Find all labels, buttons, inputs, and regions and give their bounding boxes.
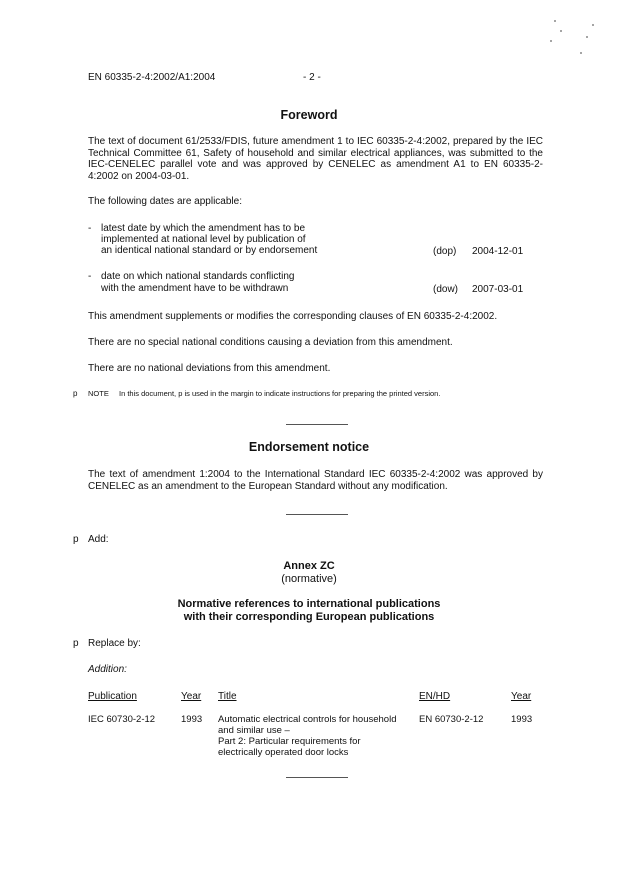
page-number: - 2 - [303, 72, 321, 83]
table-cell-title-line: Automatic electrical controls for household [218, 714, 397, 725]
note-label: NOTE [88, 389, 109, 398]
table-row [88, 714, 544, 760]
document-number: EN 60335-2-4:2002/A1:2004 [88, 72, 216, 83]
replace-instruction: Replace by: [88, 638, 141, 649]
list-bullet: - [88, 223, 92, 234]
table-cell-publication: IEC 60730-2-12 [88, 714, 156, 725]
margin-marker: p [73, 534, 79, 545]
annex-title: Annex ZC [283, 560, 335, 572]
table-header-publication: Publication [88, 691, 137, 702]
date-code: (dow) [433, 284, 459, 295]
table-cell-en-year: 1993 [511, 714, 533, 725]
table-header-title: Title [218, 691, 237, 702]
scan-speck [586, 36, 588, 38]
date-item-line: with the amendment have to be withdrawn [101, 283, 289, 294]
scan-speck [580, 52, 582, 54]
scan-speck [550, 40, 552, 42]
date-item-line: implemented at national level by publication of [101, 234, 306, 245]
table-header-en-hd: EN/HD [419, 691, 451, 702]
foreword-title: Foreword [280, 108, 338, 122]
scan-speck [592, 24, 594, 26]
addition-label: Addition: [88, 664, 127, 675]
no-special-conditions-text: There are no special national conditions causing a deviation from this amendment. [88, 337, 453, 348]
foreword-paragraph: The text of document 61/2533/FDIS, future amendment 1 to IEC 60335-2-4:2002, prepared by the IEC Technical Committee 61, Safety of household and similar electrical appliances, was submitted to the IEC-CENELEC parallel vote and was approved by CENELEC as amendment A1 to EN 60335-2-4:2002 on 2004-03-01. [88, 136, 543, 182]
margin-marker: p [73, 389, 78, 398]
margin-marker: p [73, 638, 79, 649]
separator-line [286, 777, 348, 778]
date-item-line: date on which national standards conflicting [101, 271, 295, 282]
endorsement-text: The text of amendment 1:2004 to the International Standard IEC 60335-2-4:2002 was approved by CENELEC as an amendment to the European Standard without any modification. [88, 469, 543, 492]
date-value: 2007-03-01 [472, 284, 524, 295]
table-cell-title-line: electrically operated door locks [218, 747, 349, 758]
date-item-line: an identical national standard or by endorsement [101, 245, 318, 256]
no-deviations-text: There are no national deviations from this amendment. [88, 363, 331, 374]
table-cell-title-line: Part 2: Particular requirements for [218, 736, 361, 747]
date-code: (dop) [433, 246, 457, 257]
scan-speck [554, 20, 556, 22]
add-instruction: Add: [88, 534, 109, 545]
annex-subtitle: (normative) [281, 573, 337, 585]
separator-line [286, 514, 348, 515]
table-cell-year: 1993 [181, 714, 203, 725]
table-cell-en-hd: EN 60730-2-12 [419, 714, 484, 725]
annex-heading-line: Normative references to international publications [177, 598, 441, 610]
table-header-year: Year [181, 691, 202, 702]
note-text: In this document, p is used in the margin to indicate instructions for preparing the printed version. [119, 389, 441, 398]
separator-line [286, 424, 348, 425]
table-header-en-year: Year [511, 691, 532, 702]
dates-intro: The following dates are applicable: [88, 196, 242, 207]
scan-speck [560, 30, 562, 32]
date-item-line: latest date by which the amendment has to be [101, 223, 306, 234]
list-bullet: - [88, 271, 92, 282]
date-value: 2004-12-01 [472, 246, 524, 257]
endorsement-title: Endorsement notice [248, 440, 370, 454]
supplement-text: This amendment supplements or modifies the corresponding clauses of EN 60335-2-4:2002. [88, 311, 498, 322]
table-cell-title-line: and similar use – [218, 725, 290, 736]
annex-heading-line: with their corresponding European publications [183, 611, 435, 623]
